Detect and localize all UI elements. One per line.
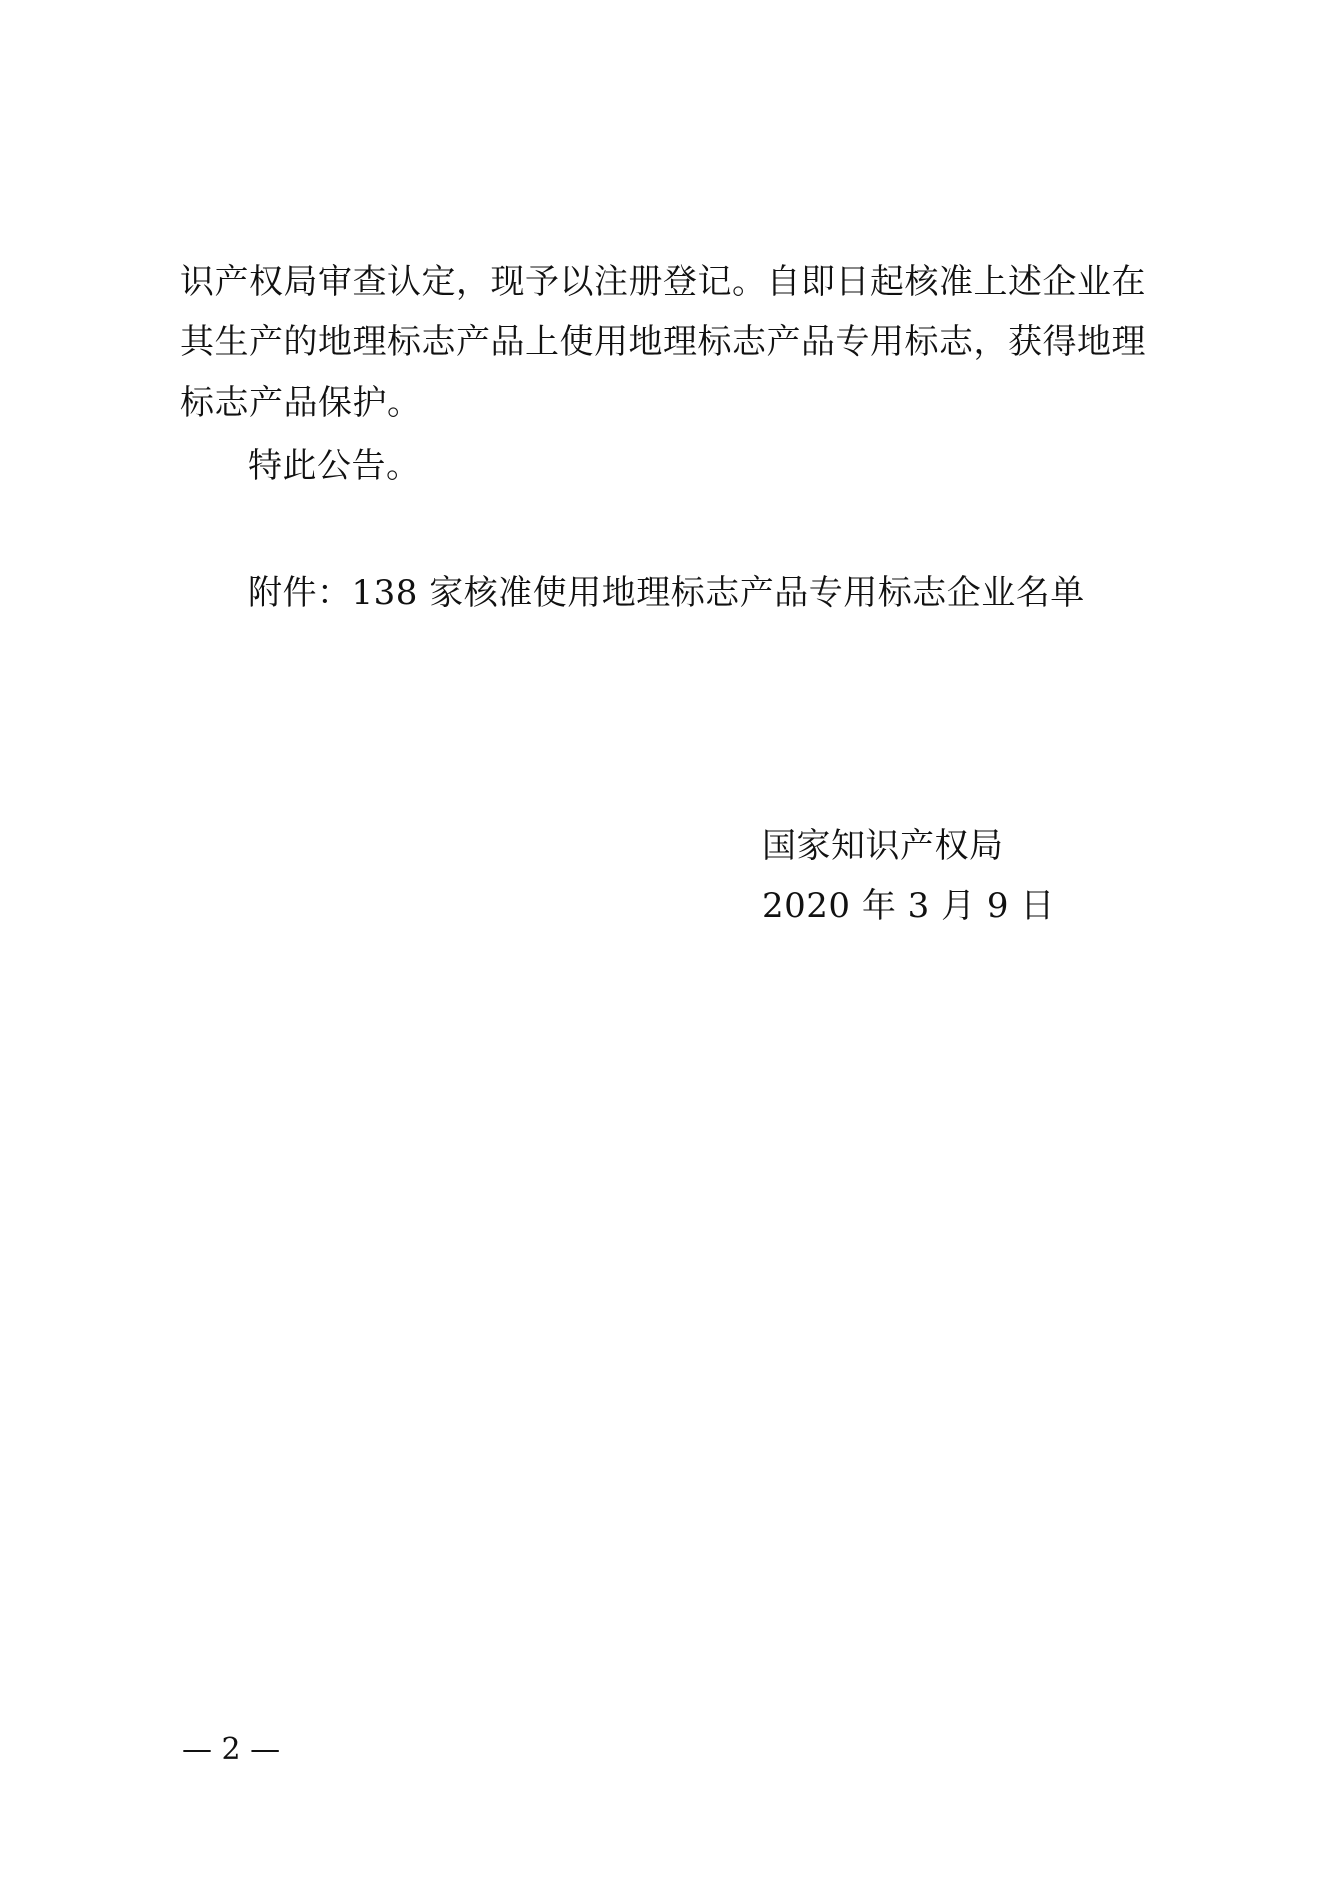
attachment-line: 附件：138 家核准使用地理标志产品专用标志企业名单 [248,573,1085,613]
issue-date: 2020 年 3 月 9 日 [762,886,1055,926]
issuing-organization: 国家知识产权局 [762,826,1004,866]
closing-text: 特此公告。 [248,446,421,486]
paragraph-line-3: 标志产品保护。 [180,383,422,423]
paragraph-line-2: 其生产的地理标志产品上使用地理标志产品专用标志，获得地理 [180,322,1146,362]
paragraph-line-1: 识产权局审查认定，现予以注册登记。自即日起核准上述企业在 [180,262,1146,302]
page-number: — 2 — [182,1732,281,1767]
